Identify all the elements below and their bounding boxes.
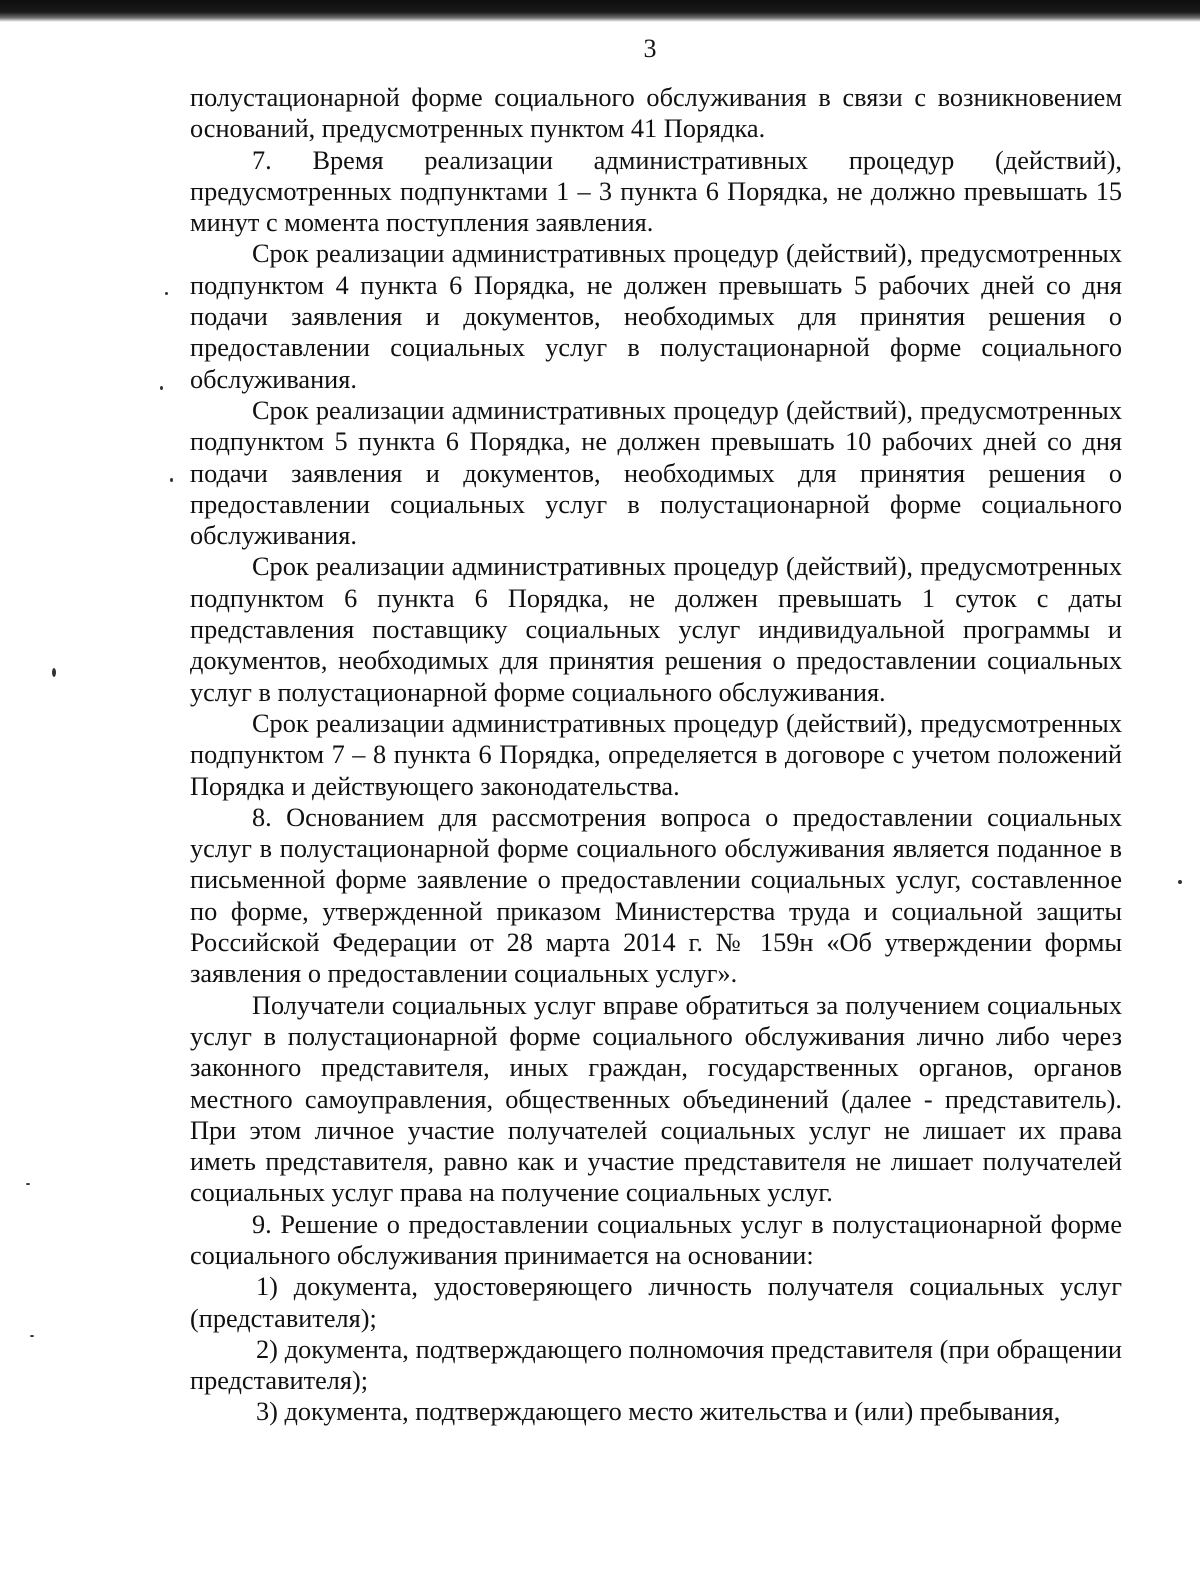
scan-top-edge — [0, 0, 1200, 22]
scan-speck — [30, 1335, 34, 1337]
scan-speck — [26, 1183, 30, 1185]
paragraph-term-subitem-5: Срок реализации административных процедур (действий), предусмотренных подпунктом 5 пункта 6 Порядка, не должен превышать 10 рабочих дней со дня подачи заявления и документов, необходимых для принятия решения о предоставлении социальных услуг в полустационарной форме социального обслуживания. — [190, 395, 1122, 551]
paragraph-continuation: полустационарной форме социального обслуживания в связи с возникновением оснований, предусмотренных пунктом 41 Порядка. — [190, 83, 1122, 144]
paragraph-item-9: 9. Решение о предоставлении социальных услуг в полустационарной форме социального обслуживания принимается на основании: — [190, 1209, 1122, 1270]
paragraph-term-subitem-7-8: Срок реализации административных процедур (действий), предусмотренных подпунктом 7 – 8 пункта 6 Порядка, определяется в договоре с учетом положений Порядка и действующего законодательства. — [190, 708, 1122, 801]
document-body — [190, 82, 1122, 1428]
list-item-3: 3) документа, подтверждающего место жительства и (или) пребывания, — [256, 1397, 1061, 1427]
scan-speck — [165, 292, 168, 295]
list-item-2: 2) документа, подтверждающего полномочия представителя (при обращении представителя); — [190, 1334, 1122, 1396]
paragraph-item-7: 7. Время реализации административных процедур (действий), предусмотренных подпунктами 1 – 3 пункта 6 Порядка, не должно превышать 15 минут с момента поступления заявления. — [190, 145, 1122, 238]
page-number: 3 — [643, 34, 657, 63]
paragraph-term-subitem-4: Срок реализации административных процедур (действий), предусмотренных подпунктом 4 пункта 6 Порядка, не должен превышать 5 рабочих дней со дня подачи заявления и документов, необходимых для принятия решения о предоставлении социальных услуг в полустационарной форме социального обслуживания. — [190, 239, 1122, 394]
paragraph-recipients: Получатели социальных услуг вправе обратиться за получением социальных услуг в полустационарной форме социального обслуживания лично либо через законного представителя, иных граждан, государственных органов, органов местного самоуправления, общественных объединений (далее - представитель). При этом личное участие получателей социальных услуг не лишает их права иметь представителя, равно как и участие представителя не лишает получателей социальных услуг права на получение социальных услуг. — [190, 990, 1122, 1208]
list-item-1: 1) документа, удостоверяющего личность получателя социальных услуг (представителя); — [190, 1272, 1122, 1333]
paragraph-term-subitem-6: Срок реализации административных процедур (действий), предусмотренных подпунктом 6 пункта 6 Порядка, не должен превышать 1 суток с даты представления поставщику социальных услуг индивидуальной программы и документов, необходимых для принятия решения о предоставлении социальных услуг в полустационарной форме социального обслуживания. — [190, 552, 1122, 707]
paragraph-item-8: 8. Основанием для рассмотрения вопроса о предоставлении социальных услуг в полустационарной форме социального обслуживания является поданное в письменной форме заявление о предоставлении социальных услуг, составленное по форме, утвержденной приказом Министерства труда и социальной защиты Российской Федерации от 28 марта 2014 г. № 159н «Об утверждении формы заявления о предоставлении социальных услуг». — [190, 802, 1122, 989]
scan-speck — [52, 668, 56, 677]
scan-speck — [170, 478, 173, 482]
scan-speck — [160, 386, 163, 390]
scan-speck — [1178, 880, 1182, 884]
